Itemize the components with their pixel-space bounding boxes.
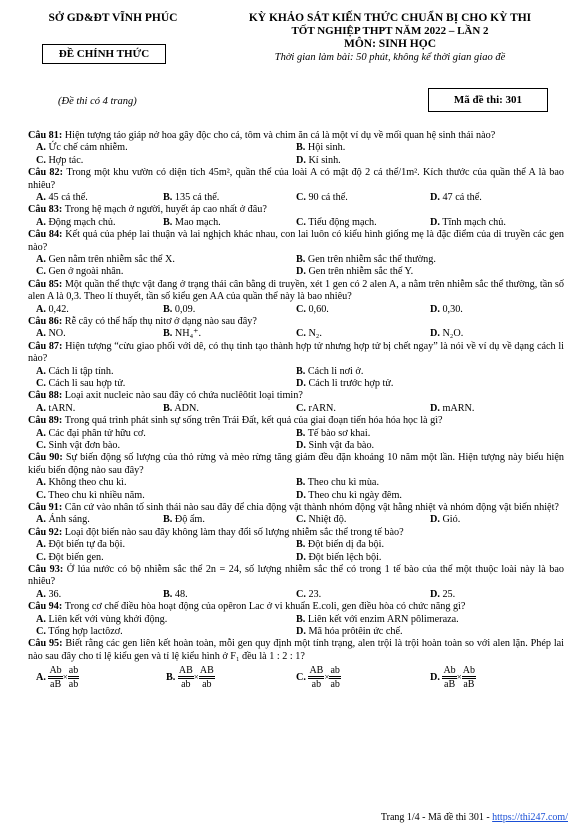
option-letter: B. (296, 142, 306, 154)
option-letter: A. (36, 254, 46, 266)
question-item (28, 527, 564, 564)
times-sign: × (324, 672, 330, 683)
option-text: Ức chế cảm nhiễm. (45, 142, 128, 154)
option-text: Động mạch chủ. (45, 216, 116, 228)
exam-subtitle: TỐT NGHIỆP THPT NĂM 2022 – LẦN 2 (291, 25, 489, 37)
option-text: 45 cá thể. (45, 192, 88, 204)
option-letter: A. (36, 427, 46, 439)
question-number: Câu 83: (28, 204, 65, 216)
question-item (28, 601, 564, 638)
option-text: Đột biến dị đa bội. (305, 539, 385, 551)
fraction-bottom: ab (68, 679, 79, 691)
option-text: 135 cá thể. (172, 192, 220, 204)
option-text: Liên kết với enzim ARN pôlimeraza. (305, 613, 459, 625)
answer-option[interactable] (36, 304, 69, 316)
option-text: NH₄⁺. (172, 328, 202, 340)
option-letter: D. (296, 440, 306, 452)
option-letter: C. (36, 154, 46, 166)
genotype-options (28, 665, 564, 695)
answer-option[interactable] (430, 403, 474, 415)
answer-option[interactable] (36, 142, 128, 154)
answer-option[interactable] (296, 539, 384, 551)
answer-option[interactable] (296, 665, 341, 690)
option-letter: D. (296, 551, 306, 563)
question-number: Câu 89: (28, 415, 65, 427)
option-text: Cách li nơi ở. (305, 365, 364, 377)
option-letter: D. (296, 626, 306, 638)
option-text: Sinh vật đơn bào. (45, 440, 121, 452)
option-letter: C. (296, 672, 309, 684)
answer-option[interactable] (163, 589, 188, 601)
answer-option[interactable] (430, 589, 455, 601)
question-body: Hiện tượng “cừu giao phối với dê, có thụ tinh tạo thành hợp tử nhưng hợp tử bị chết ngay” là nói về ví dụ về dạng cách li nào? (28, 340, 564, 365)
question-item (28, 390, 564, 415)
question-item (28, 638, 564, 663)
answer-option[interactable] (296, 490, 402, 502)
question-number: Câu 93: (28, 564, 67, 576)
option-letter: A. (36, 514, 46, 526)
answer-option[interactable] (36, 192, 88, 204)
genotype-fraction (48, 665, 62, 690)
options-grid (28, 477, 564, 502)
question-number: Câu 88: (28, 390, 65, 402)
fraction-top: Ab (462, 665, 476, 679)
option-letter: D. (430, 216, 440, 228)
option-letter: B. (296, 613, 306, 625)
option-letter: A. (36, 192, 46, 204)
option-text: 0,60. (305, 303, 329, 315)
question-body: Biết rằng các gen liên kết hoàn toàn, mỗi gen quy định một tính trạng, alen trội là trội hoàn toàn so với alen lặn. Phép lai nào sau đây cho tỉ lệ kiểu gen và tỉ lệ kiểu hình ở F₁ đều là 1 : 2 : 1? (28, 638, 565, 662)
option-letter: C. (296, 588, 306, 600)
option-letter: D. (430, 192, 440, 204)
option-text: NO. (45, 328, 66, 340)
fraction-bottom: aB (50, 679, 62, 691)
question-body: Kết quả của phép lai thuận và lai nghịch khác nhau, con lai luôn có kiểu hình giống mẹ là đặc điểm của di truyền các gen nào? (28, 229, 564, 253)
option-letter: A. (36, 402, 46, 414)
question-number: Câu 82: (28, 167, 67, 179)
question-number: Câu 87: (28, 340, 66, 352)
option-text: Cách li tập tính. (45, 365, 114, 377)
footer-text: Trang 1/4 - Mã đề thi 301 - (380, 812, 493, 823)
question-body: Trong một khu vườn có diện tích 45m², quần thể của loài A có mật độ 2 cá thể/1m². Kích thước của quần thể A là bao nhiêu? (28, 167, 564, 191)
answer-option[interactable] (296, 217, 377, 229)
option-letter: B. (163, 514, 173, 526)
question-body: Trong cơ chế điều hòa hoạt động của opêron Lac ở vi khuẩn E.coli, gen điều hòa có chức năng gì? (64, 601, 466, 613)
answer-option[interactable] (296, 378, 393, 390)
fraction-bottom: ab (202, 679, 212, 691)
option-text: Theo chu kì nhiều năm. (45, 489, 145, 501)
option-text: Cách li trước hợp tử. (305, 378, 394, 390)
option-text: Gen ở ngoài nhân. (45, 266, 124, 278)
option-text: Ánh sáng. (45, 514, 90, 526)
option-text: Nhiệt độ. (305, 514, 347, 526)
answer-option[interactable] (163, 328, 201, 340)
genotype-fraction (462, 665, 476, 690)
genotype-fraction (199, 665, 215, 690)
question-body: Trong hệ mạch ở người, huyết áp cao nhất ở đâu? (64, 204, 267, 216)
question-list (28, 130, 564, 695)
question-text (28, 638, 564, 663)
options-row (28, 328, 564, 340)
question-item (28, 279, 564, 316)
option-text: Kí sinh. (305, 154, 341, 166)
question-number: Câu 81: (28, 130, 65, 141)
option-text: 0,42. (45, 303, 69, 315)
genotype-fraction (308, 665, 324, 690)
option-text: Tế bào sơ khai. (305, 427, 371, 439)
answer-option[interactable] (296, 428, 370, 440)
option-letter: C. (36, 378, 46, 390)
question-text (28, 341, 564, 366)
answer-option[interactable] (296, 477, 379, 489)
answer-option[interactable] (163, 403, 199, 415)
option-text: Tĩnh mạch chủ. (439, 216, 506, 228)
answer-option[interactable] (36, 665, 79, 690)
option-text: 0,30. (439, 303, 463, 315)
answer-option[interactable] (296, 589, 321, 601)
answer-option[interactable] (36, 539, 125, 551)
option-letter: C. (296, 328, 306, 340)
options-grid (28, 614, 564, 639)
option-letter: C. (296, 514, 306, 526)
times-sign: × (456, 672, 462, 683)
option-letter: D. (296, 154, 306, 166)
answer-option[interactable] (296, 142, 345, 154)
answer-option[interactable] (36, 614, 167, 626)
option-letter: A. (36, 303, 46, 315)
answer-option[interactable] (296, 254, 436, 266)
answer-option[interactable] (36, 217, 116, 229)
fraction-top: Ab (442, 665, 456, 679)
question-text (28, 390, 564, 402)
answer-option[interactable] (36, 626, 123, 638)
question-text (28, 279, 564, 304)
question-item (28, 130, 564, 167)
option-letter: B. (163, 402, 173, 414)
option-letter: D. (296, 266, 306, 278)
options-grid (28, 428, 564, 453)
page-count-note: (Đề thi có 4 trang) (58, 96, 137, 107)
question-text (28, 415, 564, 427)
option-letter: C. (36, 551, 46, 563)
fraction-bottom: ab (311, 679, 322, 691)
option-letter: D. (430, 588, 440, 600)
question-text (28, 564, 564, 589)
option-text: Tiểu động mạch. (305, 216, 377, 228)
option-text: Hợp tác. (45, 154, 84, 166)
answer-option[interactable] (36, 366, 114, 378)
option-text: 90 cá thể. (305, 192, 348, 204)
option-letter: C. (36, 489, 46, 501)
header-left (28, 12, 198, 24)
option-text: mARN. (439, 402, 475, 414)
question-text (28, 229, 564, 254)
question-text (28, 601, 564, 613)
question-text (28, 452, 564, 477)
answer-option[interactable] (36, 328, 66, 340)
option-text: Độ ẩm. (172, 514, 205, 526)
option-text: Các đại phân tử hữu cơ. (45, 427, 146, 439)
question-item (28, 229, 564, 279)
option-letter: C. (296, 303, 306, 315)
answer-option[interactable] (296, 614, 459, 626)
option-text: Liên kết với vùng khởi động. (45, 613, 168, 625)
option-letter: C. (296, 216, 306, 228)
question-number: Câu 92: (28, 526, 65, 538)
option-text: tARN. (45, 402, 76, 414)
options-row (28, 589, 564, 601)
answer-option[interactable] (296, 155, 341, 167)
options-row (28, 192, 564, 204)
option-letter: D. (430, 328, 440, 340)
options-grid (28, 142, 564, 167)
fraction-bottom: ab (330, 679, 340, 691)
option-text: Theo chu kì mùa. (305, 477, 379, 489)
answer-option[interactable] (296, 328, 322, 340)
option-text: Gen trên nhiễm sắc thể Y. (305, 266, 414, 278)
option-letter: B. (163, 216, 173, 228)
question-body: Loại axit nucleic nào sau đây có chứa nuclêôtit loại timin? (64, 390, 303, 402)
option-letter: B. (166, 672, 178, 684)
option-text: 0,09. (172, 303, 196, 315)
question-text (28, 167, 564, 192)
option-text: Gen trên nhiễm sắc thể thường. (305, 254, 436, 266)
answer-option[interactable] (296, 440, 374, 452)
answer-option[interactable] (36, 514, 90, 526)
option-letter: A. (36, 672, 49, 684)
official-badge: ĐỀ CHÍNH THỨC (42, 44, 166, 64)
option-text: Hội sinh. (305, 142, 346, 154)
answer-option[interactable] (296, 192, 348, 204)
option-letter: C. (36, 440, 46, 452)
answer-option[interactable] (163, 514, 205, 526)
question-text (28, 204, 564, 216)
answer-option[interactable] (430, 514, 460, 526)
question-item (28, 204, 564, 229)
option-letter: D. (430, 672, 443, 684)
option-letter: A. (36, 477, 46, 489)
question-item (28, 316, 564, 341)
fraction-bottom: aB (463, 679, 475, 691)
option-letter: C. (36, 626, 46, 638)
option-letter: A. (36, 328, 46, 340)
option-letter: B. (163, 328, 173, 340)
question-number: Câu 90: (28, 452, 66, 464)
option-text: Gió. (439, 514, 461, 526)
option-letter: B. (163, 192, 173, 204)
options-grid (28, 366, 564, 391)
option-text: Cách li sau hợp tử. (45, 378, 126, 390)
question-item (28, 502, 564, 527)
header-right (210, 12, 570, 64)
option-text: Gen nằm trên nhiễm sắc thể X. (45, 254, 175, 266)
answer-option[interactable] (296, 366, 363, 378)
answer-option[interactable] (36, 490, 145, 502)
answer-option[interactable] (36, 552, 104, 564)
option-letter: C. (36, 266, 46, 278)
answer-option[interactable] (36, 477, 127, 489)
answer-option[interactable] (430, 328, 463, 340)
option-text: ADN. (172, 402, 199, 414)
options-row (28, 514, 564, 526)
option-text: N₂. (305, 328, 322, 340)
option-letter: A. (36, 613, 46, 625)
option-letter: C. (296, 402, 306, 414)
question-number: Câu 86: (28, 316, 65, 328)
option-text: Tổng hợp lactôzơ. (45, 626, 123, 638)
answer-option[interactable] (36, 403, 75, 415)
option-text: 47 cá thể. (439, 192, 482, 204)
question-body: Sự biến động số lượng của thỏ rừng và mèo rừng tăng giảm đều đặn khoảng 10 năm một lần. Hiện tượng này biểu hiện kiểu biến động nào sau đây? (28, 452, 564, 476)
genotype-fraction (442, 665, 456, 690)
option-letter: B. (296, 539, 306, 551)
department-name: SỞ GD&ĐT VĨNH PHÚC (48, 12, 178, 24)
option-text: N₂O. (439, 328, 464, 340)
option-letter: C. (296, 192, 306, 204)
question-number: Câu 85: (28, 278, 65, 290)
option-text: rARN. (305, 402, 336, 414)
page-footer (381, 812, 568, 824)
options-grid (28, 254, 564, 279)
genotype-fraction (329, 665, 340, 690)
question-number: Câu 91: (28, 502, 65, 514)
question-number: Câu 94: (28, 601, 65, 613)
answer-option[interactable] (36, 266, 123, 278)
question-body: Trong quá trình phát sinh sự sống trên Trái Đất, kết quả của giai đoạn tiến hóa hóa học là gì? (64, 415, 443, 427)
answer-option[interactable] (430, 304, 463, 316)
fraction-top: AB (199, 665, 215, 679)
times-sign: × (193, 672, 199, 683)
option-text: Theo chu kì ngày đêm. (305, 489, 402, 501)
answer-option[interactable] (430, 665, 476, 690)
answer-option[interactable] (166, 665, 215, 690)
option-text: 25. (439, 588, 456, 600)
question-body: Căn cứ vào nhân tố sinh thái nào sau đây để chia động vật thành nhóm động vật hằng nhiệt và nhóm động vật biến nhiệt? (64, 502, 559, 514)
fraction-top: AB (308, 665, 324, 679)
option-text: Mã hóa prôtêin ức chế. (305, 626, 403, 638)
option-letter: A. (36, 588, 46, 600)
question-number: Câu 95: (28, 638, 66, 650)
answer-option[interactable] (36, 440, 120, 452)
time-note: Thời gian làm bài: 50 phút, không kể thời gian giao đề (274, 52, 506, 63)
option-letter: B. (296, 427, 306, 439)
answer-option[interactable] (296, 626, 403, 638)
fraction-bottom: ab (181, 679, 191, 691)
question-text (28, 502, 564, 514)
question-body: Loại đột biến nào sau đây không làm thay đổi số lượng nhiễm sắc thể trong tế bào? (64, 526, 404, 538)
options-row (28, 403, 564, 415)
answer-option[interactable] (36, 589, 61, 601)
question-item (28, 341, 564, 391)
times-sign: × (62, 672, 68, 683)
option-letter: A. (36, 365, 46, 377)
question-body: Rễ cây có thể hấp thụ nitơ ở dạng nào sau đây? (64, 316, 257, 328)
option-letter: D. (430, 303, 440, 315)
option-letter: B. (296, 365, 306, 377)
option-letter: D. (296, 378, 306, 390)
options-row (28, 217, 564, 229)
option-text: 48. (172, 588, 188, 600)
option-text: Sinh vật đa bào. (305, 440, 375, 452)
answer-option[interactable] (296, 266, 413, 278)
option-letter: D. (296, 489, 306, 501)
option-letter: D. (430, 402, 440, 414)
fraction-top: ab (329, 665, 340, 679)
genotype-fraction (178, 665, 194, 690)
option-letter: B. (296, 254, 306, 266)
option-text: 23. (305, 588, 322, 600)
answer-option[interactable] (296, 514, 346, 526)
options-grid (28, 539, 564, 564)
question-item (28, 415, 564, 452)
genotype-fraction (68, 665, 79, 690)
fraction-bottom: aB (444, 679, 456, 691)
question-body: Hiện tượng tảo giáp nở hoa gây độc cho cá, tôm và chim ăn cá là một ví dụ về mối quan hệ sinh thái nào? (64, 130, 496, 141)
option-letter: A. (36, 142, 46, 154)
option-letter: B. (163, 588, 173, 600)
exam-code: Mã đề thi: 301 (428, 88, 548, 112)
answer-option[interactable] (163, 192, 219, 204)
answer-option[interactable] (163, 304, 195, 316)
question-item (28, 452, 564, 502)
answer-option[interactable] (36, 254, 175, 266)
question-text (28, 527, 564, 539)
option-text: 36. (45, 588, 62, 600)
question-number: Câu 84: (28, 229, 66, 241)
question-body: Ở lúa nước có bộ nhiễm sắc thể 2n = 24, số lượng nhiễm sắc thể có trong 1 tế bào của thể một thuộc loài này là bao nhiêu? (28, 564, 564, 588)
fraction-top: ab (68, 665, 79, 679)
answer-option[interactable] (296, 552, 381, 564)
option-text: Đột biến tự đa bội. (45, 539, 125, 551)
subject-title: MÔN: SINH HỌC (344, 38, 436, 50)
question-item (28, 167, 564, 204)
answer-option[interactable] (36, 378, 125, 390)
question-body: Một quần thể thực vật đang ở trạng thái cân bằng di truyền, xét 1 gen có 2 alen A, a nằm trên nhiễm sắc thể thường, tần số alen A là 0,3. Theo lí thuyết, tần số kiểu gen AA của quần thể này là bao nhiêu? (28, 278, 564, 303)
option-text: Đột biến gen. (45, 551, 104, 563)
answer-option[interactable] (36, 155, 83, 167)
answer-option[interactable] (430, 217, 506, 229)
answer-option[interactable] (430, 192, 482, 204)
fraction-top: AB (178, 665, 194, 679)
option-letter: D. (430, 514, 440, 526)
answer-option[interactable] (36, 428, 146, 440)
answer-option[interactable] (296, 304, 329, 316)
option-letter: B. (296, 477, 306, 489)
footer-link[interactable]: https://thi247.com/ (492, 812, 568, 823)
option-text: Không theo chu kì. (45, 477, 127, 489)
option-text: Đột biến lệch bội. (305, 551, 382, 563)
options-row (28, 304, 564, 316)
option-letter: A. (36, 216, 46, 228)
answer-option[interactable] (296, 403, 336, 415)
option-letter: A. (36, 539, 46, 551)
option-letter: B. (163, 303, 173, 315)
question-text (28, 130, 564, 142)
question-item (28, 564, 564, 601)
fraction-top: Ab (48, 665, 62, 679)
option-text: Mao mạch. (172, 216, 221, 228)
question-text (28, 316, 564, 328)
exam-title: KỲ KHẢO SÁT KIẾN THỨC CHUẨN BỊ CHO KỲ THI (248, 12, 532, 24)
answer-option[interactable] (163, 217, 221, 229)
